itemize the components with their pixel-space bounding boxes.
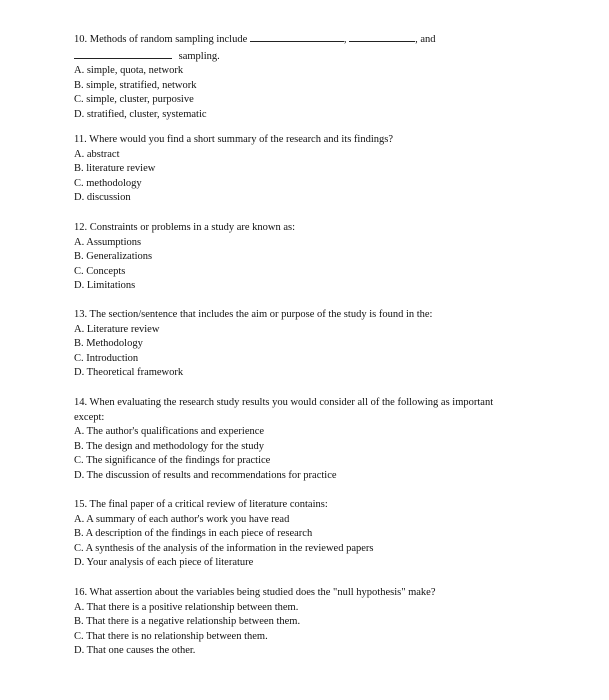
answer-blank-3	[74, 48, 172, 59]
question-15	[74, 498, 514, 571]
question-16	[74, 586, 514, 659]
option-a: A. Literature review	[74, 323, 160, 335]
option-b: B. A description of the findings in each piece of research	[74, 528, 313, 540]
question-11-stem: 11. Where would you find a short summary of the research and its findings?	[74, 134, 394, 145]
question-10-separator-2: , and	[415, 34, 436, 45]
question-12-options	[74, 236, 514, 294]
question-13-options	[74, 323, 514, 381]
question-15-options	[74, 513, 514, 571]
option-c: C. Introduction	[74, 352, 139, 364]
question-14-options	[74, 425, 514, 483]
answer-blank-1	[250, 31, 344, 42]
option-c: C. methodology	[74, 177, 142, 189]
option-b: B. Generalizations	[74, 251, 153, 263]
option-d: D. That one causes the other.	[74, 645, 196, 657]
option-c: C. That there is no relationship between them.	[74, 630, 268, 642]
option-d: D. Your analysis of each piece of literature	[74, 557, 254, 569]
question-16-stem: 16. What assertion about the variables being studied does the "null hypothesis" make?	[74, 587, 436, 598]
question-10	[74, 31, 514, 123]
option-b: B. literature review	[74, 163, 156, 175]
question-13-stem: 13. The section/sentence that includes the aim or purpose of the study is found in the:	[74, 309, 433, 320]
option-d: D. discussion	[74, 192, 131, 204]
answer-blank-2	[349, 31, 415, 42]
question-10-separator-1: ,	[343, 34, 347, 45]
option-a: A. A summary of each author's work you have read	[74, 513, 290, 525]
question-11	[74, 133, 514, 206]
option-b: B. Methodology	[74, 338, 143, 350]
option-b: B. That there is a negative relationship between them.	[74, 616, 301, 628]
question-10-stem	[74, 31, 514, 64]
option-c: C. Concepts	[74, 265, 126, 277]
option-d: D. Theoretical framework	[74, 367, 184, 379]
option-b: B. simple, stratified, network	[74, 79, 197, 91]
question-12-stem: 12. Constraints or problems in a study are known as:	[74, 222, 296, 233]
option-a: A. That there is a positive relationship between them.	[74, 601, 299, 613]
option-c: C. simple, cluster, purposive	[74, 94, 194, 106]
question-11-options	[74, 148, 514, 206]
question-15-stem: 15. The final paper of a critical review of literature contains:	[74, 499, 328, 510]
question-13	[74, 308, 514, 381]
option-d: D. stratified, cluster, systematic	[74, 108, 207, 120]
question-10-options	[74, 64, 514, 122]
question-16-options	[74, 601, 514, 659]
question-12	[74, 221, 514, 294]
option-b: B. The design and methodology for the study	[74, 440, 264, 452]
option-c: C. A synthesis of the analysis of the information in the reviewed papers	[74, 542, 374, 554]
option-c: C. The significance of the findings for practice	[74, 455, 271, 467]
question-10-stem-start: 10. Methods of random sampling include	[74, 34, 248, 45]
question-14-stem: 14. When evaluating the research study results you would consider all of the following as important except:	[74, 397, 494, 423]
option-a: A. simple, quota, network	[74, 65, 184, 77]
option-d: D. The discussion of results and recommendations for practice	[74, 469, 337, 481]
option-d: D. Limitations	[74, 280, 136, 292]
option-a: A. abstract	[74, 148, 120, 160]
option-a: A. Assumptions	[74, 236, 142, 248]
option-a: A. The author's qualifications and experience	[74, 426, 265, 438]
question-10-stem-end: sampling.	[178, 50, 220, 62]
question-14	[74, 396, 514, 484]
